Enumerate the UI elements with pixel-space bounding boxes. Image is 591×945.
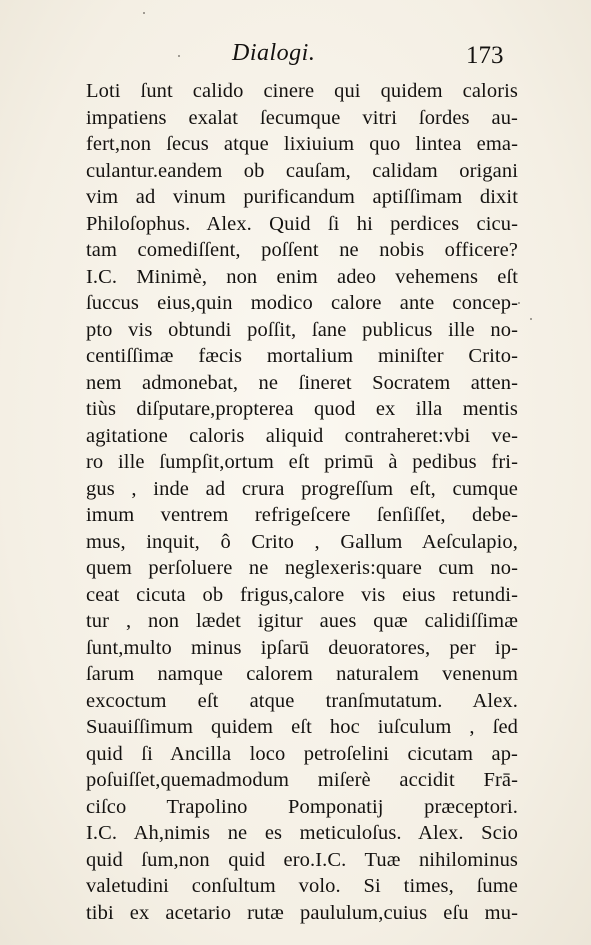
- text-line: impatiens exalat ſecumque vitri ſordes au-: [86, 106, 518, 129]
- text-line: imum ventrem refrigeſcere ſenſiſſet, debe-: [86, 504, 518, 526]
- page-number: 173: [466, 42, 504, 69]
- text-line: tibi ex acetario rutæ paululum,cuius eſu mu-: [86, 901, 518, 924]
- text-line: Suauiſſimum quidem eſt hoc iuſculum , ſed: [86, 716, 518, 738]
- text-line: ſunt,multo minus ipſarū deuoratores, per ip-: [86, 636, 518, 659]
- paper-speck: [178, 55, 180, 57]
- text-line: vim ad vinum purificandum aptiſſimam dixit: [86, 186, 518, 208]
- text-line: nem admonebat, ne ſineret Socratem atten-: [86, 371, 518, 394]
- text-line: valetudini conſultum volo. Si times, ſume: [86, 875, 518, 897]
- text-line: I.C. Minimè, non enim adeo vehemens eſt: [86, 265, 518, 288]
- text-line: ceat cicuta ob frigus,calore vis eius retundi-: [86, 583, 518, 606]
- body-text: [86, 78, 518, 926]
- text-line: tam comediſſent, poſſent ne nobis officere?: [86, 239, 518, 261]
- text-line: ro ille ſumpſit,ortum eſt primū à pedibus fri-: [86, 451, 518, 473]
- paper-speck: [530, 318, 532, 320]
- text-line: tiùs diſputare,propterea quod ex illa mentis: [86, 398, 518, 420]
- running-title: Dialogi.: [232, 40, 316, 66]
- running-head: [0, 40, 591, 74]
- text-line: ſarum namque calorem naturalem venenum: [86, 663, 518, 685]
- text-line: I.C. Ah,nimis ne es meticuloſus. Alex. Scio: [86, 822, 518, 844]
- text-line: excoctum eſt atque tranſmutatum. Alex.: [86, 689, 518, 712]
- text-line: Loti ſunt calido cinere qui quidem caloris: [86, 80, 518, 102]
- text-line: Philoſophus. Alex. Quid ſi hi perdices cicu-: [86, 212, 518, 235]
- paper-speck: [518, 302, 520, 304]
- text-line: quem perſoluere ne neglexeris:quare cum no-: [86, 557, 518, 579]
- text-line: culantur.eandem ob cauſam, calidam origani: [86, 159, 518, 182]
- text-line: quid ſi Ancilla loco petroſelini cicutam ap-: [86, 742, 518, 765]
- text-line: tur , non lædet igitur aues quæ calidiſſimæ: [86, 610, 518, 632]
- text-line: ciſco Trapolino Pomponatij præceptori.: [86, 795, 518, 818]
- text-line: fert,non ſecus atque lixiuium quo lintea ema-: [86, 133, 518, 155]
- text-line: agitatione caloris aliquid contraheret:vbi ve-: [86, 424, 518, 447]
- text-line: gus , inde ad crura progreſſum eſt, cumque: [86, 477, 518, 500]
- text-line: centiſſimæ fæcis mortalium miniſter Crito-: [86, 345, 518, 367]
- text-line: pto vis obtundi poſſit, ſane publicus ille no-: [86, 318, 518, 341]
- text-line: poſuiſſet,quemadmodum miſerè accidit Frā-: [86, 769, 518, 791]
- text-line: ſuccus eius,quin modico calore ante concep-: [86, 292, 518, 314]
- paper-speck: [143, 12, 145, 14]
- text-line: mus, inquit, ô Crito , Gallum Aeſculapio,: [86, 530, 518, 553]
- text-line: quid ſum,non quid ero.I.C. Tuæ nihilominus: [86, 848, 518, 871]
